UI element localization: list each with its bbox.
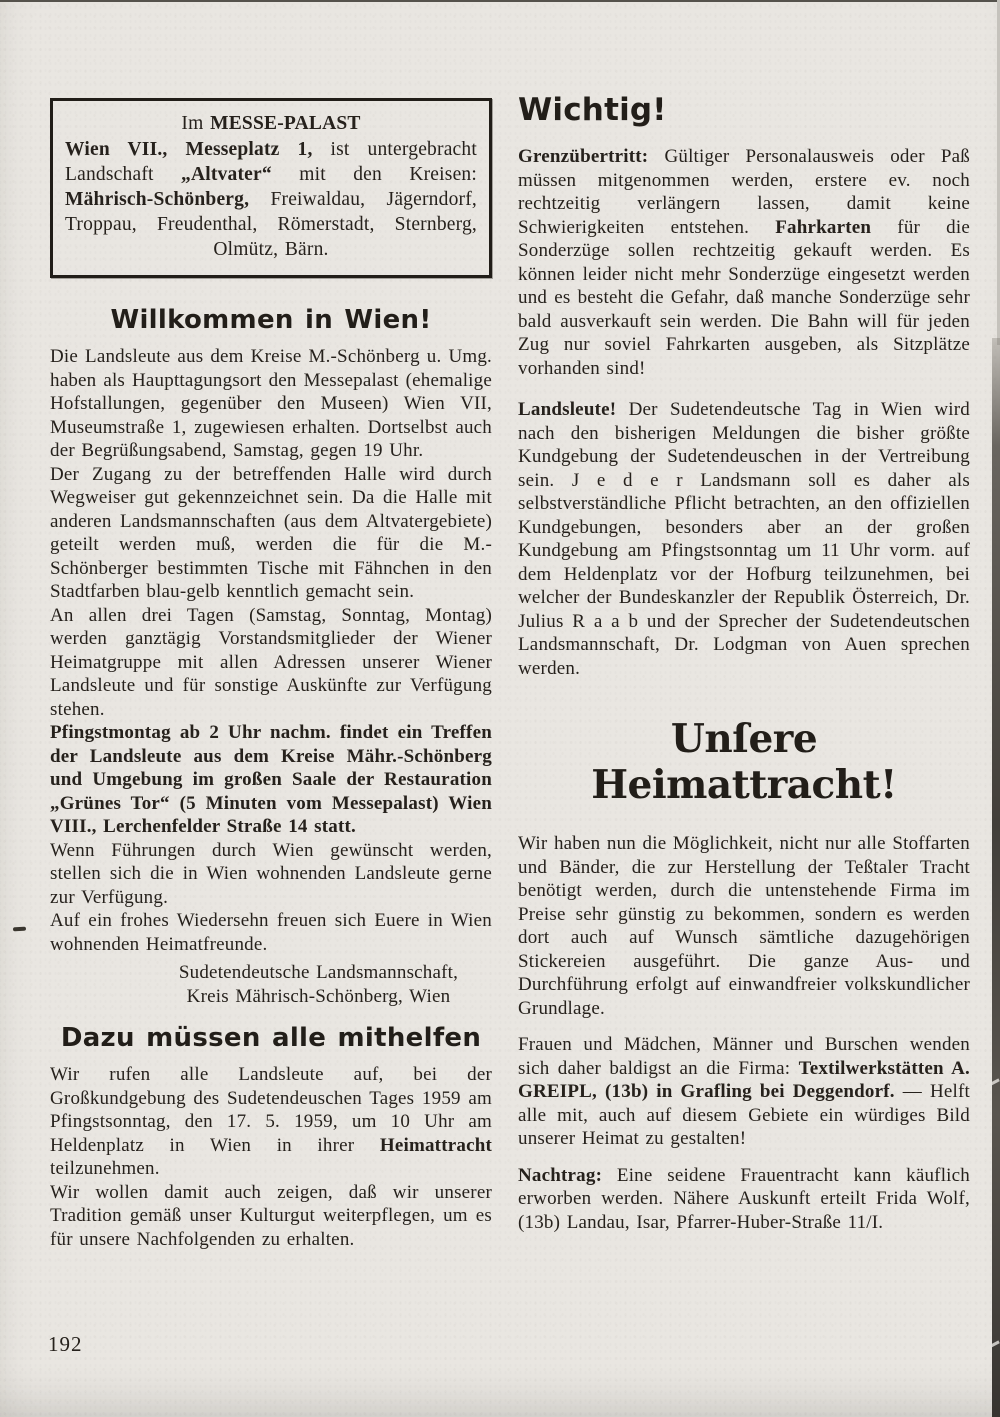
page-edge-shadow [992, 338, 1000, 1417]
paragraph: Die Landsleute aus dem Kreise M.-Schönberg u. Umg. haben als Haupttagungsort den Messepalast (ehemalige Hofstallungen, gegenüber den Museen) Wien VII, Museumstraße 1, zugewiesen erhalten. Dortselbst auch der Begrüßungsabend, Samstag, gegen 19 Uhr. [50, 346, 492, 461]
paragraph: Wir rufen alle Landsleute auf, bei der Großkundgebung des Sudetendeuschen Tages 1959 am Pfingstsonntag, den 17. 5. 1959, um 10 Uhr am Heldenplatz in Wien in ihrer Heimattracht teilzunehmen. [50, 1064, 492, 1179]
signoff-line: Kreis Mährisch-Schönberg, Wien [186, 985, 451, 1007]
margin-mark [13, 927, 26, 932]
paragraph: An allen drei Tagen (Samstag, Sonntag, Montag) werden ganztägig Vorstandsmitglieder der Wiener Heimatgruppe mit allen Adressen unserer Wiener Landsleute und für sonstige Auskünfte zur Verfügung stehen. [50, 604, 492, 720]
paragraph: Der Zugang zu der betreffenden Halle wird durch Wegweiser gut gekennzeichnet sein. Da die Halle mit anderen Landsmannschaften (aus dem Altvatergebiete) geteilt werden muß, werden die für die M.-Schönberger bestimmten Tische mit Fähnchen in den Stadtfarben blau-gelb kenntlich gemacht sein. [50, 463, 492, 602]
signoff-line: Sudetendeutsche Landsmannschaft, [178, 962, 459, 983]
paragraph: Frauen und Mädchen, Männer und Burschen wenden sich daher baldigst an die Firma: Textilwerkstätten A. GREIPL, (13b) in Grafling bei Deggendorf. — Helft alle mit, auch auf diesem Gebiete ein würdiges Bild unserer Heimat zu gestalten! [518, 1034, 970, 1149]
paragraph: Landsleute! Der Sudetendeutsche Tag in Wien wird nach den bisherigen Meldungen die bisher größte Kundgebung der Sudetendeuschen in der Vertreibung sein. J e d e r Landsmann soll es daher als selbstverständliche Pflicht betrachten, an den offiziellen Kundgebungen, besonders aber an der großen Kundgebung am Pfingstsonntag um 11 Uhr vorm. auf dem Heldenplatz vor der Hofburg teilzunehmen, bei welcher der Bundeskanzler der Republik Österreich, Dr. Julius R a a b und der Sprecher der Sudetendeutschen Landsmannschaft, Dr. Lodgman von Auen sprechen werden. [518, 399, 970, 679]
paragraph: Wenn Führungen durch Wien gewünscht werden, stellen sich die in Wien wohnenden Landsleute gerne zur Verfügung. [50, 839, 492, 908]
right-column [518, 92, 970, 1234]
paragraph: Auf ein frohes Wiedersehn freuen sich Euere in Wien wohnenden Heimatfreunde. [50, 910, 492, 955]
info-box-title: Im MESSE-PALAST [181, 113, 361, 134]
scan-top-edge-artifact [0, 0, 1000, 2]
heading-wichtig: Wichtig! [518, 92, 667, 128]
page-number: 192 [48, 1332, 83, 1356]
paragraph: Nachtrag: Eine seidene Frauentracht kann käuflich erworben werden. Nähere Auskunft erteilt Frida Wolf, (13b) Landau, Isar, Pfarrer-Huber-Straße 11/I. [518, 1164, 970, 1233]
heading-unsere-heimattracht: Unſere Heimattracht! [591, 716, 897, 808]
left-column [50, 98, 492, 1251]
messe-palast-info-box [50, 98, 492, 278]
paragraph: Pfingstmontag ab 2 Uhr nachm. findet ein Treffen der Landsleute aus dem Kreise Mähr.-Schönberg und Umgebung im großen Saale der Restauration „Grünes Tor“ (5 Minuten vom Messepalast) Wien VIII., Lerchenfelder Straße 14 statt. [50, 722, 492, 837]
heading-dazu-muessen-alle-mithelfen: Dazu müssen alle mithelfen [60, 1023, 482, 1053]
signoff [145, 961, 492, 1008]
paragraph: Wir wollen damit auch zeigen, daß wir unserer Tradition gemäß unser Kulturgut weiterpflegen, um es für unsere Nachfolgenden zu erhalten. [50, 1181, 492, 1250]
paragraph: Wir haben nun die Möglichkeit, nicht nur alle Stoffarten und Bänder, die zur Herstellung der Teßtaler Tracht benötigt werden, durch die untenstehende Firma im Preise sehr günstig zu bekommen, sondern es werden dort auch auf Wunsch sämtliche dazugehörigen Stickereien ausgeführt. Die ganze Aus- und Durchführung erfolgt auf einwandfreier volkskundlicher Grundlage. [518, 833, 970, 1019]
paragraph: Grenzübertritt: Gültiger Personalausweis oder Paß müssen mitgenommen werden, erstere ev. noch rechtzeitig verlängern lassen, damit keine Schwierigkeiten entstehen. Fahrkarten für die Sonderzüge sollen rechtzeitig gekauft werden. Es können leider nicht mehr Sonderzüge eingesetzt werden und es besteht die Gefahr, daß manche Sonderzüge sehr bald ausverkauft sein werden. Die Bahn will für jeden Zug nur soviel Fahrkarten ausgeben, als Sitzplätze vorhanden sind! [518, 146, 970, 379]
heading-willkommen-in-wien: Willkommen in Wien! [110, 305, 432, 335]
info-box-body: Wien VII., Messeplatz 1, ist untergebracht Landschaft „Altvater“ mit den Kreisen: Mährisch-Schönberg, Freiwaldau, Jägerndorf, Troppau, Freudenthal, Römerstadt, Sternberg, Olmütz, Bärn. [65, 139, 477, 260]
